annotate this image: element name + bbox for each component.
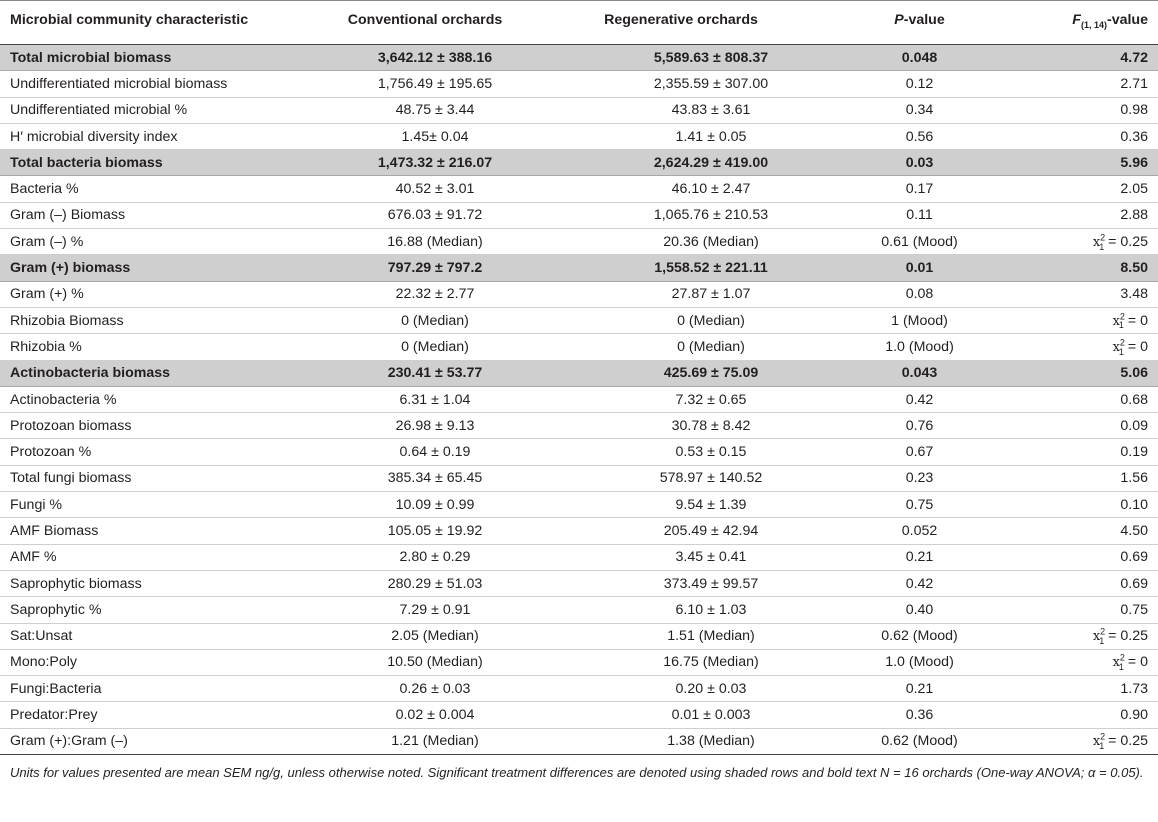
cell-characteristic: Total fungi biomass	[0, 465, 300, 491]
cell-f-value: 0.98	[987, 97, 1158, 123]
chi-sub: 1	[1118, 662, 1124, 673]
chi-value: 0	[1140, 338, 1148, 355]
cell-p-value: 0.62 (Mood)	[812, 623, 987, 649]
cell-characteristic: Undifferentiated microbial biomass	[0, 71, 300, 97]
cell-characteristic: Predator:Prey	[0, 702, 300, 728]
cell-characteristic: Gram (–) %	[0, 229, 300, 255]
cell-conventional: 10.09 ± 0.99	[300, 492, 550, 518]
cell-p-value: 1.0 (Mood)	[812, 334, 987, 360]
cell-regenerative: 16.75 (Median)	[550, 649, 812, 675]
cell-characteristic: Rhizobia %	[0, 334, 300, 360]
chi-value: 0.25	[1120, 628, 1148, 645]
chi-value: 0.25	[1120, 733, 1148, 750]
cell-p-value: 0.56	[812, 123, 987, 149]
cell-characteristic: Saprophytic biomass	[0, 570, 300, 596]
cell-conventional: 16.88 (Median)	[300, 229, 550, 255]
cell-characteristic: Gram (+):Gram (–)	[0, 728, 300, 754]
cell-conventional: 1.45± 0.04	[300, 123, 550, 149]
table-row	[0, 649, 1158, 675]
cell-p-value: 0.34	[812, 97, 987, 123]
cell-p-value: 0.03	[812, 150, 987, 176]
cell-p-value: 0.75	[812, 492, 987, 518]
cell-characteristic: Total microbial biomass	[0, 45, 300, 71]
table-row	[0, 229, 1158, 255]
cell-p-value: 1 (Mood)	[812, 307, 987, 333]
header-regenerative: Regenerative orchards	[550, 1, 812, 45]
chi-sup: 2	[1119, 652, 1125, 663]
cell-p-value: 0.40	[812, 597, 987, 623]
chi-value: 0	[1140, 654, 1148, 671]
chi-sub: 1	[1118, 346, 1124, 357]
cell-characteristic: Fungi:Bacteria	[0, 676, 300, 702]
cell-f-value	[987, 334, 1158, 360]
table-row	[0, 307, 1158, 333]
cell-regenerative: 27.87 ± 1.07	[550, 281, 812, 307]
chi-sup: 2	[1119, 310, 1125, 321]
cell-f-value	[987, 649, 1158, 675]
cell-f-value: 0.75	[987, 597, 1158, 623]
table-row	[0, 97, 1158, 123]
cell-conventional: 10.50 (Median)	[300, 649, 550, 675]
cell-conventional: 797.29 ± 797.2	[300, 255, 550, 281]
cell-regenerative: 9.54 ± 1.39	[550, 492, 812, 518]
cell-f-value: 0.69	[987, 544, 1158, 570]
table-row	[0, 597, 1158, 623]
cell-regenerative: 1,065.76 ± 210.53	[550, 202, 812, 228]
cell-regenerative: 578.97 ± 140.52	[550, 465, 812, 491]
cell-p-value: 0.76	[812, 413, 987, 439]
table-footnote: Units for values presented are mean SEM ng/g, unless otherwise noted. Significant treatment differences are denoted using shaded rows and bold text N = 16 orchards (One-way ANOVA; α = 0.05).	[10, 765, 1144, 781]
cell-f-value: 1.73	[987, 676, 1158, 702]
table-row	[0, 492, 1158, 518]
chi-sub: 1	[1099, 636, 1105, 646]
header-f-value	[987, 1, 1158, 45]
cell-conventional: 0.02 ± 0.004	[300, 702, 550, 728]
table-row	[0, 570, 1158, 596]
cell-regenerative: 30.78 ± 8.42	[550, 413, 812, 439]
table-row	[0, 71, 1158, 97]
chi-eq: =	[1104, 733, 1121, 750]
cell-f-value: 0.68	[987, 386, 1158, 412]
table-row	[0, 123, 1158, 149]
cell-conventional: 230.41 ± 53.77	[300, 360, 550, 386]
chi-eq: =	[1123, 654, 1141, 671]
cell-characteristic: Mono:Poly	[0, 649, 300, 675]
chi-x: x	[1092, 234, 1101, 250]
cell-p-value: 0.36	[812, 702, 987, 728]
chi-sub: 1	[1099, 241, 1105, 252]
chi-x: x	[1112, 313, 1120, 329]
chi-sup: 2	[1100, 731, 1106, 742]
cell-conventional: 385.34 ± 65.45	[300, 465, 550, 491]
cell-regenerative: 0.01 ± 0.003	[550, 702, 812, 728]
cell-p-value: 0.42	[812, 570, 987, 596]
cell-regenerative: 46.10 ± 2.47	[550, 176, 812, 202]
header-conventional: Conventional orchards	[300, 1, 550, 45]
cell-f-value: 4.50	[987, 518, 1158, 544]
cell-characteristic: Protozoan %	[0, 439, 300, 465]
cell-p-value: 0.12	[812, 71, 987, 97]
cell-f-value: 5.06	[987, 360, 1158, 386]
cell-characteristic: Protozoan biomass	[0, 413, 300, 439]
table-row	[0, 544, 1158, 570]
header-f-rest: -value	[1106, 12, 1148, 28]
cell-characteristic: Undifferentiated microbial %	[0, 97, 300, 123]
cell-regenerative: 6.10 ± 1.03	[550, 597, 812, 623]
cell-regenerative: 7.32 ± 0.65	[550, 386, 812, 412]
cell-p-value: 0.61 (Mood)	[812, 229, 987, 255]
cell-conventional: 1,473.32 ± 216.07	[300, 150, 550, 176]
cell-regenerative: 373.49 ± 99.57	[550, 570, 812, 596]
cell-conventional: 676.03 ± 91.72	[300, 202, 550, 228]
cell-characteristic: Actinobacteria %	[0, 386, 300, 412]
chi-eq: =	[1123, 312, 1141, 329]
cell-characteristic: Rhizobia Biomass	[0, 307, 300, 333]
cell-characteristic: AMF Biomass	[0, 518, 300, 544]
cell-conventional: 22.32 ± 2.77	[300, 281, 550, 307]
cell-f-value: 4.72	[987, 45, 1158, 71]
cell-regenerative: 20.36 (Median)	[550, 229, 812, 255]
cell-f-value: 0.36	[987, 123, 1158, 149]
cell-regenerative: 425.69 ± 75.09	[550, 360, 812, 386]
chi-eq: =	[1123, 338, 1141, 355]
cell-p-value: 0.01	[812, 255, 987, 281]
cell-p-value: 0.048	[812, 45, 987, 71]
table-row	[0, 465, 1158, 491]
chi-x: x	[1112, 339, 1120, 355]
cell-p-value: 0.043	[812, 360, 987, 386]
header-p-italic: P	[894, 12, 904, 28]
cell-regenerative: 3.45 ± 0.41	[550, 544, 812, 570]
cell-p-value: 0.08	[812, 281, 987, 307]
cell-characteristic: Sat:Unsat	[0, 623, 300, 649]
cell-regenerative: 0.53 ± 0.15	[550, 439, 812, 465]
cell-regenerative: 1.41 ± 0.05	[550, 123, 812, 149]
table-row	[0, 45, 1158, 71]
cell-characteristic: Saprophytic %	[0, 597, 300, 623]
cell-conventional: 2.80 ± 0.29	[300, 544, 550, 570]
cell-conventional: 105.05 ± 19.92	[300, 518, 550, 544]
cell-characteristic: Fungi %	[0, 492, 300, 518]
chi-x: x	[1092, 629, 1101, 645]
cell-characteristic: Gram (+) %	[0, 281, 300, 307]
cell-regenerative: 2,355.59 ± 307.00	[550, 71, 812, 97]
cell-regenerative: 1,558.52 ± 221.11	[550, 255, 812, 281]
cell-conventional: 0 (Median)	[300, 334, 550, 360]
cell-regenerative: 0 (Median)	[550, 334, 812, 360]
cell-conventional: 1,756.49 ± 195.65	[300, 71, 550, 97]
cell-conventional: 6.31 ± 1.04	[300, 386, 550, 412]
table-row	[0, 623, 1158, 649]
cell-conventional: 3,642.12 ± 388.16	[300, 45, 550, 71]
cell-p-value: 0.11	[812, 202, 987, 228]
cell-regenerative: 1.51 (Median)	[550, 623, 812, 649]
cell-f-value: 0.90	[987, 702, 1158, 728]
cell-f-value: 2.71	[987, 71, 1158, 97]
cell-characteristic: H′ microbial diversity index	[0, 123, 300, 149]
cell-f-value	[987, 728, 1158, 754]
table-row	[0, 360, 1158, 386]
cell-f-value: 3.48	[987, 281, 1158, 307]
cell-p-value: 0.62 (Mood)	[812, 728, 987, 754]
cell-conventional: 0.64 ± 0.19	[300, 439, 550, 465]
cell-regenerative: 1.38 (Median)	[550, 728, 812, 754]
cell-f-value: 0.19	[987, 439, 1158, 465]
cell-f-value: 8.50	[987, 255, 1158, 281]
chi-eq: =	[1104, 628, 1121, 645]
cell-regenerative: 205.49 ± 42.94	[550, 518, 812, 544]
header-f-sub: (1, 14)	[1080, 19, 1107, 30]
cell-conventional: 26.98 ± 9.13	[300, 413, 550, 439]
chi-sup: 2	[1100, 231, 1106, 242]
table-row	[0, 702, 1158, 728]
table-row	[0, 202, 1158, 228]
cell-regenerative: 43.83 ± 3.61	[550, 97, 812, 123]
cell-f-value: 0.09	[987, 413, 1158, 439]
cell-f-value	[987, 229, 1158, 255]
header-p-rest: -value	[903, 12, 945, 28]
cell-characteristic: Actinobacteria biomass	[0, 360, 300, 386]
chi-x: x	[1092, 734, 1101, 750]
cell-characteristic: Total bacteria biomass	[0, 150, 300, 176]
cell-characteristic: Gram (–) Biomass	[0, 202, 300, 228]
table-row	[0, 728, 1158, 754]
cell-characteristic: Gram (+) biomass	[0, 255, 300, 281]
cell-f-value	[987, 623, 1158, 649]
cell-p-value: 0.052	[812, 518, 987, 544]
cell-p-value: 1.0 (Mood)	[812, 649, 987, 675]
table-row	[0, 150, 1158, 176]
table-row	[0, 413, 1158, 439]
chi-sub: 1	[1099, 741, 1105, 752]
cell-conventional: 280.29 ± 51.03	[300, 570, 550, 596]
table-row	[0, 281, 1158, 307]
header-f-italic: F	[1072, 12, 1081, 28]
chi-eq: =	[1104, 233, 1121, 250]
header-characteristic: Microbial community characteristic	[0, 1, 300, 45]
cell-conventional: 0.26 ± 0.03	[300, 676, 550, 702]
cell-p-value: 0.21	[812, 676, 987, 702]
cell-p-value: 0.17	[812, 176, 987, 202]
cell-regenerative: 0.20 ± 0.03	[550, 676, 812, 702]
cell-f-value: 0.10	[987, 492, 1158, 518]
cell-conventional: 0 (Median)	[300, 307, 550, 333]
chi-sup: 2	[1119, 337, 1125, 348]
cell-conventional: 7.29 ± 0.91	[300, 597, 550, 623]
table-row	[0, 386, 1158, 412]
cell-conventional: 48.75 ± 3.44	[300, 97, 550, 123]
chi-value: 0	[1140, 312, 1148, 329]
cell-p-value: 0.23	[812, 465, 987, 491]
cell-conventional: 2.05 (Median)	[300, 623, 550, 649]
table-row	[0, 518, 1158, 544]
chi-sub: 1	[1118, 320, 1124, 331]
chi-value: 0.25	[1120, 233, 1148, 250]
cell-f-value: 2.05	[987, 176, 1158, 202]
cell-f-value	[987, 307, 1158, 333]
cell-p-value: 0.42	[812, 386, 987, 412]
cell-regenerative: 0 (Median)	[550, 307, 812, 333]
cell-conventional: 1.21 (Median)	[300, 728, 550, 754]
table-row	[0, 676, 1158, 702]
cell-conventional: 40.52 ± 3.01	[300, 176, 550, 202]
cell-regenerative: 2,624.29 ± 419.00	[550, 150, 812, 176]
cell-characteristic: Bacteria %	[0, 176, 300, 202]
cell-f-value: 2.88	[987, 202, 1158, 228]
cell-regenerative: 5,589.63 ± 808.37	[550, 45, 812, 71]
table-row	[0, 439, 1158, 465]
table-row	[0, 255, 1158, 281]
cell-f-value: 5.96	[987, 150, 1158, 176]
cell-f-value: 1.56	[987, 465, 1158, 491]
table-body	[0, 45, 1158, 755]
table-row	[0, 334, 1158, 360]
cell-p-value: 0.21	[812, 544, 987, 570]
cell-characteristic: AMF %	[0, 544, 300, 570]
header-p-value	[812, 1, 987, 45]
table-header-row	[0, 1, 1158, 45]
chi-sup: 2	[1100, 626, 1106, 637]
cell-f-value: 0.69	[987, 570, 1158, 596]
cell-p-value: 0.67	[812, 439, 987, 465]
chi-x: x	[1112, 655, 1120, 671]
table-row	[0, 176, 1158, 202]
